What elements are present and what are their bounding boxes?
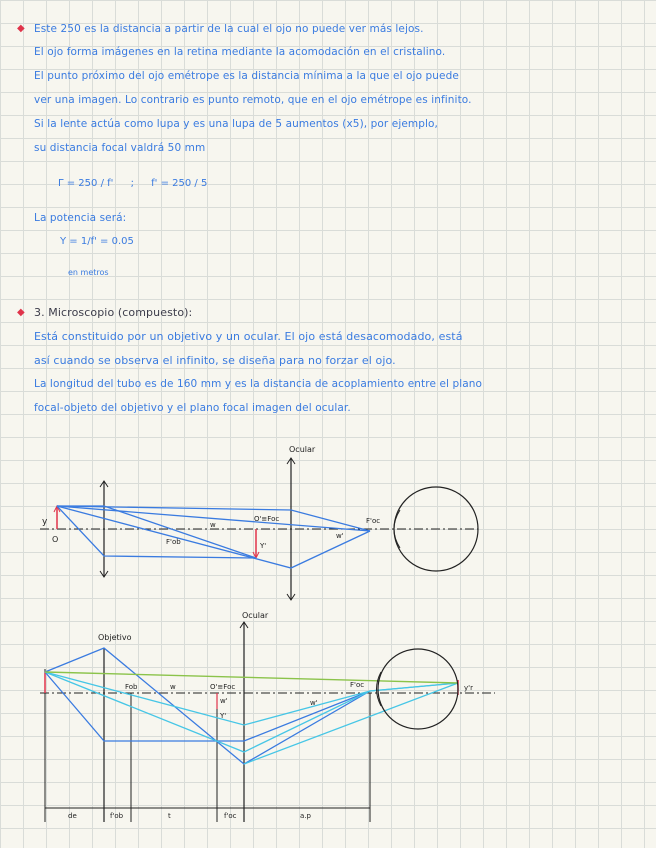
o-label-1: O — [52, 535, 59, 544]
f-ob-label-1: F'ob — [166, 538, 181, 546]
dim-label-de: de — [68, 812, 77, 820]
text-line: ver una imagen. Lo contrario es punto remoto, que en el ojo emétrope es infinito. — [34, 94, 472, 106]
section-heading: 3. Microscopio (compuesto): — [34, 306, 193, 319]
f-oc-prime-label-1: F'oc — [366, 517, 381, 525]
w-label-1: w — [210, 521, 216, 529]
text-line: Está constituido por un objetivo y un ocular. El ojo está desacomodado, está — [34, 330, 463, 343]
formula-gamma-left: Γ = 250 / f' — [58, 178, 114, 189]
text-line: Este 250 es la distancia a partir de la cual el ojo no puede ver más lejos. — [34, 23, 424, 35]
rays-2-blue — [45, 648, 370, 764]
yr-label-2: y'r — [464, 684, 473, 692]
text-line: focal-objeto del objetivo y el plano focal imagen del ocular. — [34, 402, 351, 414]
bullet-2: ◆ — [17, 307, 25, 318]
w-label-2: w — [170, 683, 176, 691]
formula-separator: ; — [130, 178, 134, 189]
text-line: así cuando se observa el infinito, se diseña para no forzar el ojo. — [34, 354, 396, 367]
w-prime-label-1: w' — [336, 532, 344, 540]
ocular-label-2: Ocular — [242, 611, 269, 620]
formula-focal: f' = 250 / 5 — [151, 178, 208, 189]
w-prime-label-2: w' — [220, 697, 228, 705]
text-line: La longitud del tubo es de 160 mm y es la distancia de acoplamiento entre el plano — [34, 378, 483, 390]
y-prime-label-2: Y' — [220, 712, 227, 720]
dim-label-foc: f'oc — [224, 812, 237, 820]
text-line: El ojo forma imágenes en la retina mediante la acomodación en el cristalino. — [34, 46, 446, 58]
diagram-1 — [40, 445, 478, 600]
o-foc-label-1: O'≡Foc — [254, 515, 280, 523]
dim-label-fob: f'ob — [110, 812, 124, 820]
y-label-1: y — [42, 517, 48, 527]
dim-label-ap: a.p — [300, 812, 311, 820]
text-line: El punto próximo del ojo emétrope es la distancia mínima a la que el ojo puede — [34, 70, 459, 82]
text-line: su distancia focal valdrá 50 mm — [34, 142, 206, 154]
objetivo-label-2: Objetivo — [98, 633, 132, 642]
dim-label-t: t — [168, 812, 171, 820]
ocular-label-1: Ocular — [289, 445, 316, 454]
ray-2-green — [45, 672, 458, 683]
w-prime-label-2b: w' — [310, 699, 318, 707]
bullet-1: ◆ — [17, 23, 25, 34]
rays-2-cyan — [45, 672, 458, 764]
potencia-label: La potencia será: — [34, 212, 127, 224]
text-line: Si la lente actúa como lupa y es una lupa de 5 aumentos (x5), por ejemplo, — [34, 118, 438, 130]
y-prime-label-1: Y' — [260, 542, 267, 550]
diagram-2 — [40, 611, 495, 822]
f-oc-label-2: F'oc — [350, 681, 365, 689]
formula-note: en metros — [68, 268, 109, 277]
o-foc-label-2: O'≡Foc — [210, 683, 236, 691]
formula-potencia: Y = 1/f' = 0.05 — [60, 236, 134, 247]
f-ob-label-2: Fob — [125, 683, 138, 691]
